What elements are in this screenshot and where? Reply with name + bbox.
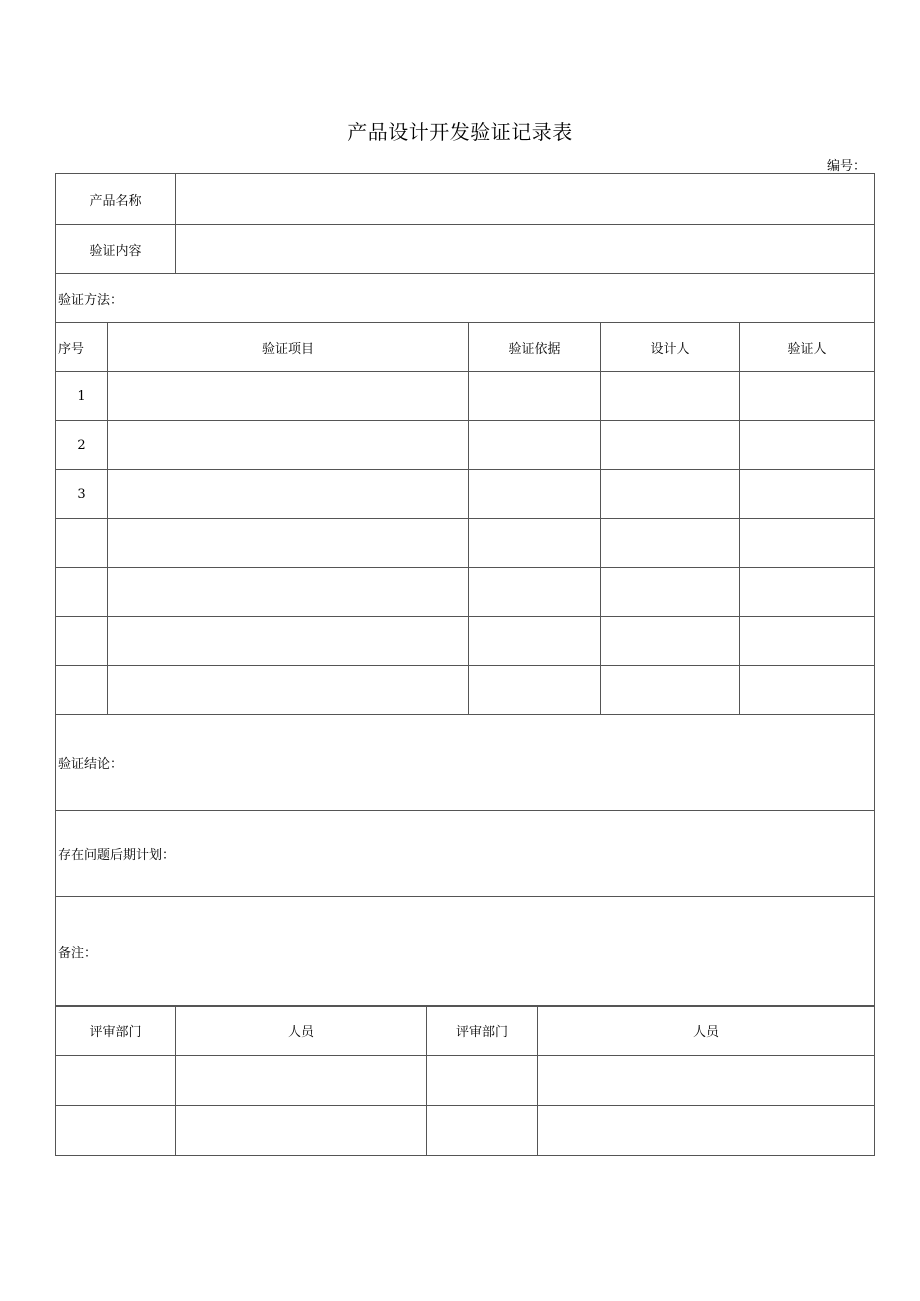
row-item-cell[interactable]	[108, 470, 469, 519]
row-seq: 3	[56, 470, 108, 519]
review-dept-cell[interactable]	[56, 1056, 176, 1106]
row-seq	[56, 568, 108, 617]
review-row	[56, 1056, 875, 1106]
row-designer-cell[interactable]	[601, 617, 740, 666]
review-person-cell[interactable]	[538, 1106, 875, 1156]
row-designer-cell[interactable]	[601, 421, 740, 470]
verify-method-label: 验证方法：	[56, 274, 875, 323]
table-row	[56, 519, 875, 568]
row-verifier-cell[interactable]	[740, 372, 875, 421]
row-item-cell[interactable]	[108, 372, 469, 421]
table-row	[56, 372, 875, 421]
basis-header: 验证依据	[469, 323, 601, 372]
row-basis-cell[interactable]	[469, 421, 601, 470]
review-dept-header-1: 评审部门	[56, 1006, 176, 1056]
row-basis-cell[interactable]	[469, 470, 601, 519]
row-seq: 2	[56, 421, 108, 470]
form-title: 产品设计开发验证记录表	[347, 120, 573, 144]
row-item-cell[interactable]	[108, 519, 469, 568]
row-item-cell[interactable]	[108, 421, 469, 470]
review-row	[56, 1106, 875, 1156]
review-dept-cell[interactable]	[56, 1106, 176, 1156]
table-row	[56, 617, 875, 666]
table-row	[56, 470, 875, 519]
row-basis-cell[interactable]	[469, 666, 601, 715]
issues-plan-label[interactable]: 存在问题后期计划：	[56, 811, 875, 897]
review-person-cell[interactable]	[176, 1056, 427, 1106]
conclusion-label[interactable]: 验证结论：	[56, 715, 875, 811]
row-basis-cell[interactable]	[469, 519, 601, 568]
review-person-cell[interactable]	[176, 1106, 427, 1156]
row-item-cell[interactable]	[108, 617, 469, 666]
row-verifier-cell[interactable]	[740, 421, 875, 470]
row-designer-cell[interactable]	[601, 372, 740, 421]
verifier-header: 验证人	[740, 323, 875, 372]
row-seq	[56, 617, 108, 666]
product-name-label: 产品名称	[56, 174, 176, 225]
row-item-cell[interactable]	[108, 666, 469, 715]
row-designer-cell[interactable]	[601, 568, 740, 617]
review-table	[55, 1005, 875, 1156]
row-basis-cell[interactable]	[469, 568, 601, 617]
row-verifier-cell[interactable]	[740, 568, 875, 617]
table-header-row	[56, 323, 875, 372]
row-seq	[56, 666, 108, 715]
row-verifier-cell[interactable]	[740, 617, 875, 666]
table-row	[56, 421, 875, 470]
review-person-header-1: 人员	[176, 1006, 427, 1056]
row-basis-cell[interactable]	[469, 372, 601, 421]
review-person-header-2: 人员	[538, 1006, 875, 1056]
row-seq	[56, 519, 108, 568]
product-name-field[interactable]	[176, 174, 875, 225]
row-designer-cell[interactable]	[601, 470, 740, 519]
review-dept-header-2: 评审部门	[427, 1006, 538, 1056]
table-row	[56, 568, 875, 617]
seq-header: 序号	[56, 323, 108, 372]
review-person-cell[interactable]	[538, 1056, 875, 1106]
verify-content-field[interactable]	[176, 225, 875, 274]
designer-header: 设计人	[601, 323, 740, 372]
table-row	[56, 666, 875, 715]
row-verifier-cell[interactable]	[740, 470, 875, 519]
review-dept-cell[interactable]	[427, 1056, 538, 1106]
item-header: 验证项目	[108, 323, 469, 372]
row-designer-cell[interactable]	[601, 519, 740, 568]
verification-table	[55, 173, 875, 1007]
review-dept-cell[interactable]	[427, 1106, 538, 1156]
row-designer-cell[interactable]	[601, 666, 740, 715]
remarks-label[interactable]: 备注：	[56, 897, 875, 1007]
row-seq: 1	[56, 372, 108, 421]
row-verifier-cell[interactable]	[740, 519, 875, 568]
doc-number-label: 编号：	[826, 159, 866, 174]
review-header-row	[56, 1006, 875, 1056]
row-verifier-cell[interactable]	[740, 666, 875, 715]
verify-content-label: 验证内容	[56, 225, 176, 274]
row-item-cell[interactable]	[108, 568, 469, 617]
row-basis-cell[interactable]	[469, 617, 601, 666]
